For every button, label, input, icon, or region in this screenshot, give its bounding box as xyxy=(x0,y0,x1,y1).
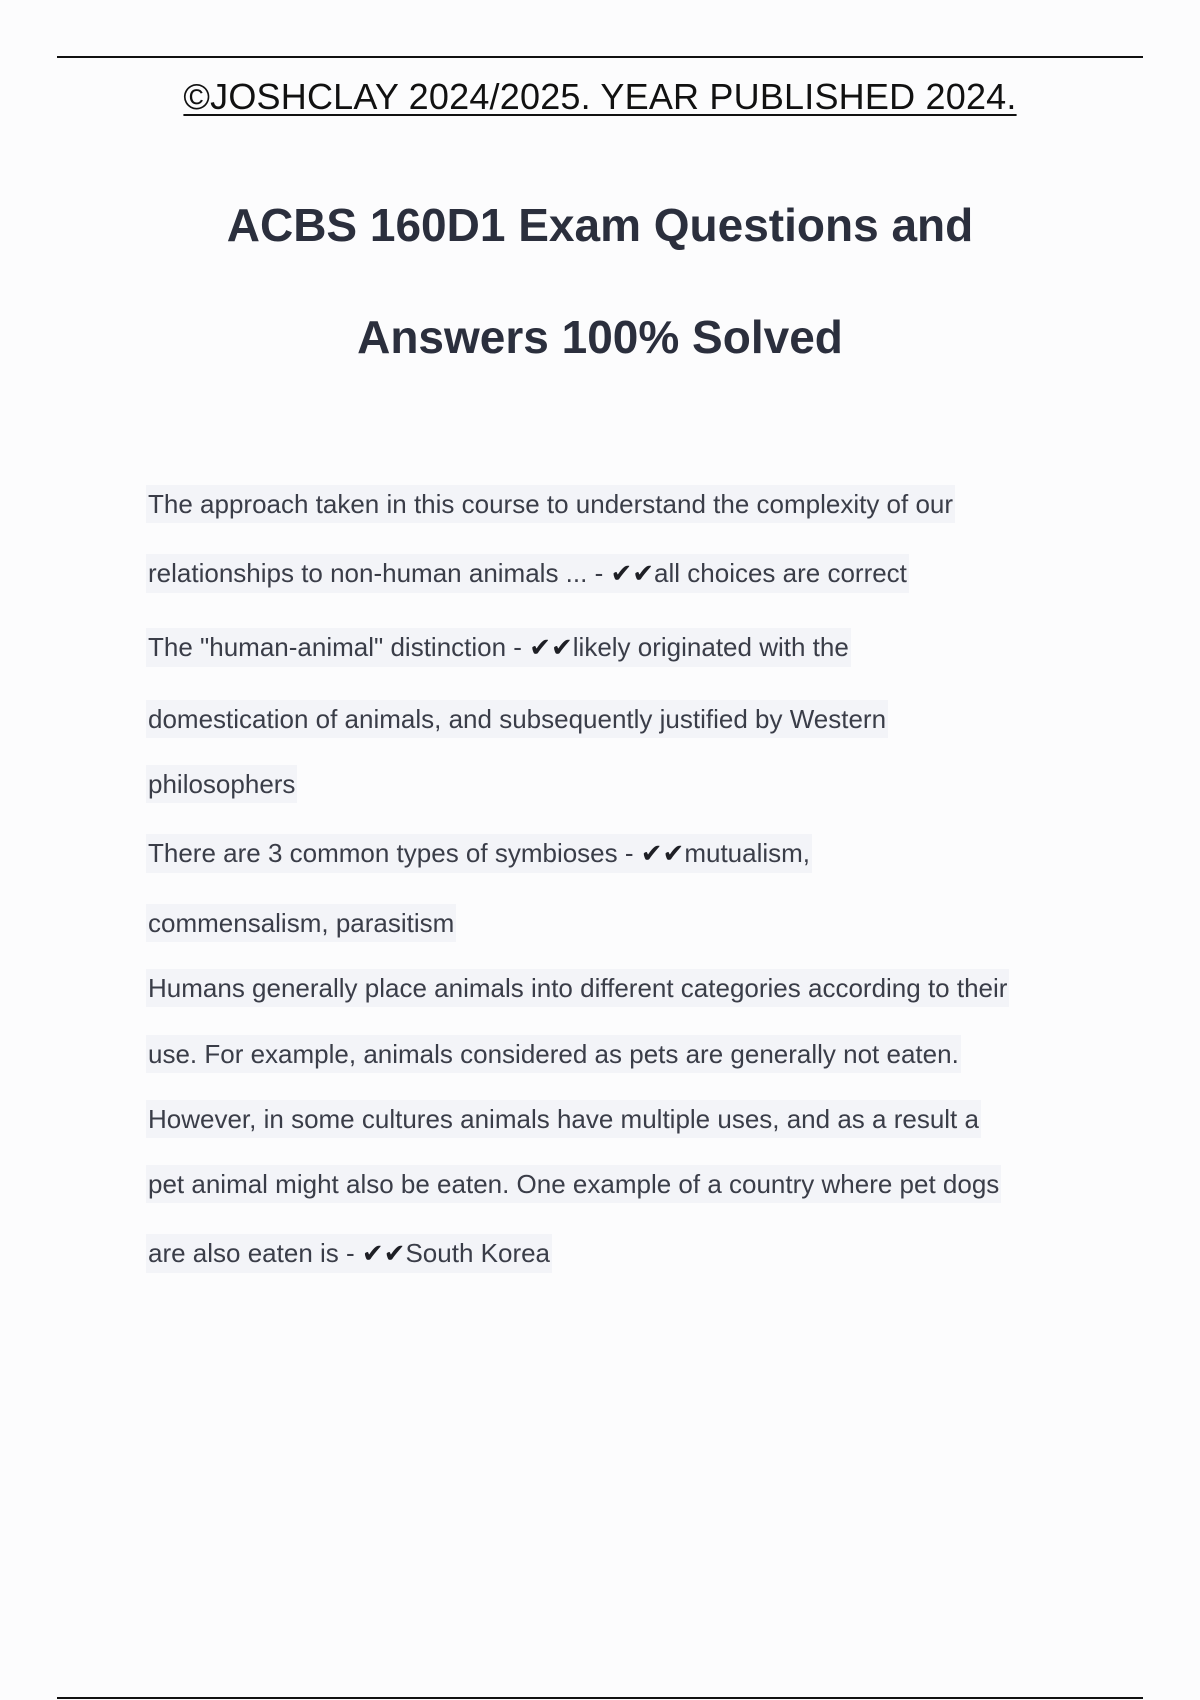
qa-2-line-1 xyxy=(146,628,851,667)
qa-3-answer-line-2: commensalism, parasitism xyxy=(146,904,456,942)
bottom-rule xyxy=(57,1697,1143,1699)
copyright-text: ©JOSHCLAY 2024/2025. YEAR PUBLISHED 2024. xyxy=(183,76,1017,117)
document-title-line-2: Answers 100% Solved xyxy=(357,311,843,363)
qa-3-question: There are 3 common types of symbioses - xyxy=(148,838,641,868)
qa-4-question-line-2: use. For example, animals considered as pets are generally not eaten. xyxy=(146,1035,961,1073)
qa-4-question-line-4: pet animal might also be eaten. One example of a country where pet dogs xyxy=(146,1165,1001,1203)
qa-4-answer: South Korea xyxy=(405,1238,551,1268)
qa-2-answer-line-2: domestication of animals, and subsequently justified by Western xyxy=(146,700,888,738)
double-checkmark-icon: ✔✔ xyxy=(640,839,685,869)
qa-4-question-line-3: However, in some cultures animals have multiple uses, and as a result a xyxy=(146,1100,981,1138)
qa-3-line-1 xyxy=(146,834,812,873)
double-checkmark-icon: ✔✔ xyxy=(529,633,573,663)
qa-2-question: The "human-animal" distinction - xyxy=(148,632,530,662)
double-checkmark-icon: ✔✔ xyxy=(610,559,655,589)
qa-1-question-line-2: relationships to non-human animals ... - xyxy=(148,558,611,588)
qa-1-answer: all choices are correct xyxy=(654,558,907,588)
qa-3-answer-line-1: mutualism, xyxy=(684,838,811,868)
copyright-header xyxy=(0,76,1200,118)
qa-2-answer-line-3: philosophers xyxy=(146,765,297,803)
qa-2-answer-line-1: likely originated with the xyxy=(572,632,849,662)
double-checkmark-icon: ✔✔ xyxy=(361,1239,406,1269)
qa-4-question-line-1: Humans generally place animals into different categories according to their xyxy=(146,969,1009,1007)
qa-4-question-line-5: are also eaten is - xyxy=(148,1238,362,1268)
qa-1-question-line-1: The approach taken in this course to understand the complexity of our xyxy=(146,485,955,523)
qa-1-line-2 xyxy=(146,554,909,593)
document-title-line-1: ACBS 160D1 Exam Questions and xyxy=(226,199,974,251)
qa-4-line-5 xyxy=(146,1234,552,1273)
top-rule xyxy=(57,56,1143,58)
